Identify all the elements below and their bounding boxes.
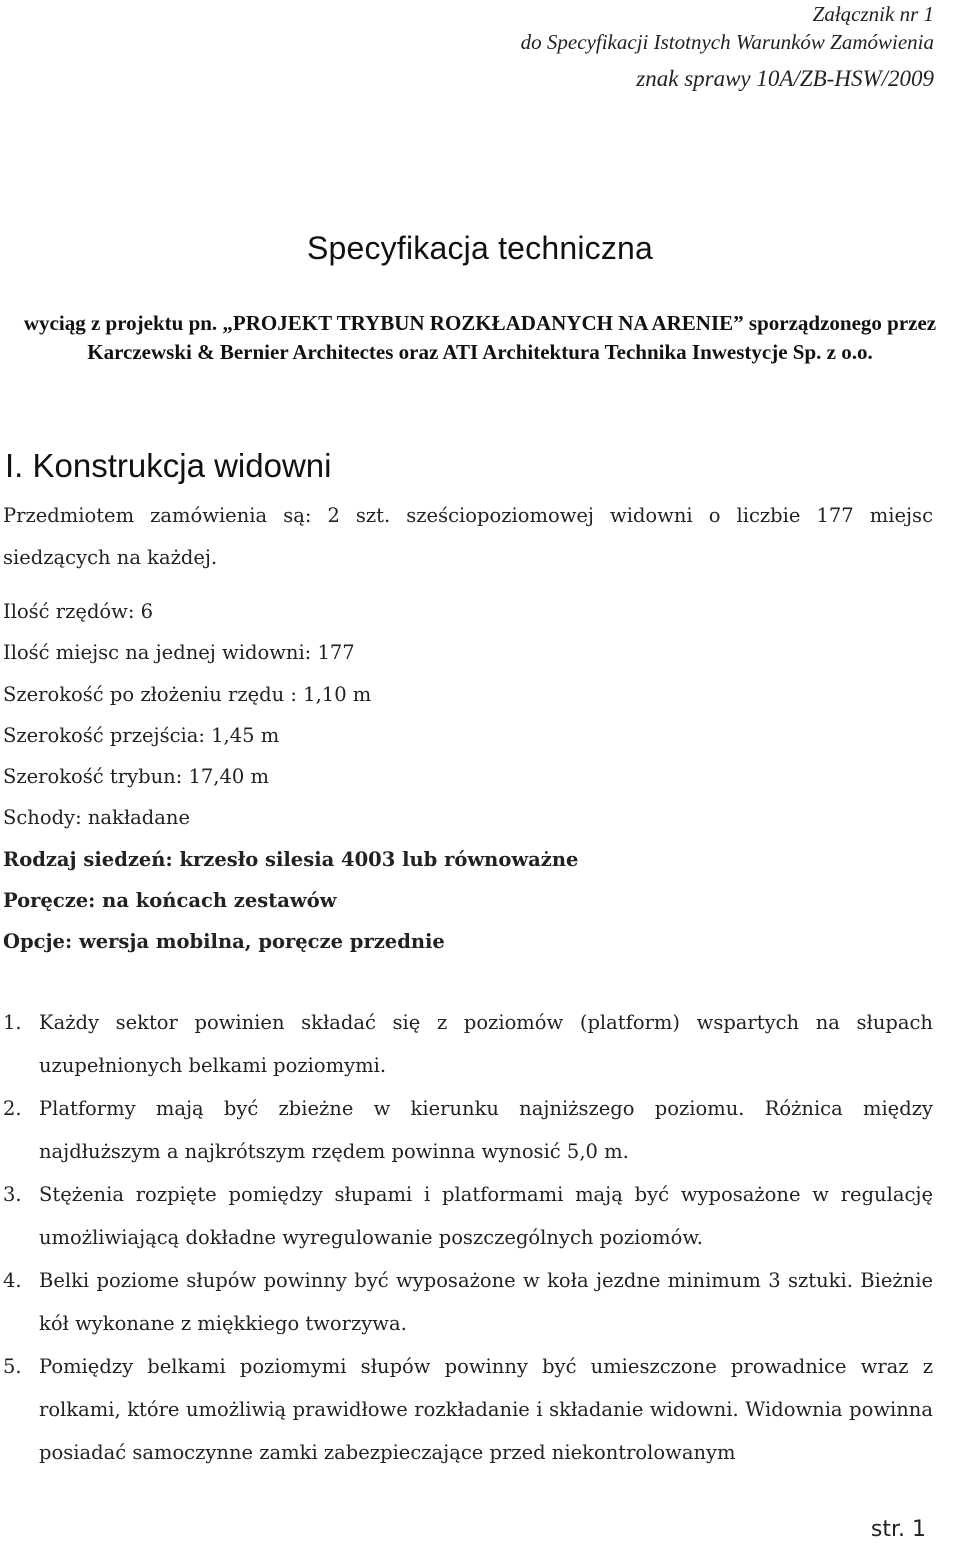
item-number: 2.: [3, 1097, 22, 1120]
item-text: Platformy mają być zbieżne w kierunku najniższego poziomu. Różnica między najdłuższym a najkrótszym rzędem powinna wynosić 5,0 m.: [39, 1097, 933, 1163]
list-item: [3, 1001, 933, 1087]
item-number: 1.: [3, 1011, 22, 1034]
item-text: Pomiędzy belkami poziomymi słupów powinny być umieszczone prowadnice wraz z rolkami, które umożliwią prawidłowe rozkładanie i składanie widowni. Widownia powinna posiadać samoczynne zamki zabezpieczające przed niekontrolowanym: [39, 1355, 933, 1464]
spec-seat-type: Rodzaj siedzeń: krzesło silesia 4003 lub równoważne: [3, 847, 579, 871]
annex-note: [521, 0, 934, 56]
spec-stand-width: Szerokość trybun: 17,40 m: [3, 765, 269, 789]
requirements-list: [3, 1001, 933, 1474]
item-text: Każdy sektor powinien składać się z poziomów (platform) wspartych na słupach uzupełnionych belkami poziomymi.: [39, 1011, 933, 1077]
item-number: 3.: [3, 1183, 22, 1206]
item-text: Stężenia rozpięte pomiędzy słupami i platformami mają być wyposażone w regulację umożliwiającą dokładne wyregulowanie poszczególnych poziomów.: [39, 1183, 933, 1249]
spec-aisle-width: Szerokość przejścia: 1,45 m: [3, 723, 280, 747]
section-intro: Przedmiotem zamówienia są: 2 szt. sześciopoziomowej widowni o liczbie 177 miejsc siedzących na każdej.: [3, 504, 933, 569]
extract-line-1: wyciąg z projektu pn. „PROJEKT TRYBUN ROZKŁADANYCH NA ARENIE” sporządzonego przez: [23, 311, 937, 335]
case-reference: znak sprawy 10A/ZB-HSW/2009: [636, 66, 934, 91]
spec-options: Opcje: wersja mobilna, poręcze przednie: [3, 930, 445, 954]
list-item: [3, 1259, 933, 1345]
section-heading: I. Konstrukcja widowni: [5, 447, 332, 484]
annex-subtitle: do Specyfikacji Istotnych Warunków Zamówienia: [520, 30, 934, 54]
project-extract: [0, 309, 960, 367]
spec-folded-width: Szerokość po złożeniu rzędu : 1,10 m: [3, 682, 372, 706]
extract-line-2: Karczewski & Bernier Architectes oraz ATI Architektura Technika Inwestycje Sp. z o.o.: [87, 340, 873, 364]
item-text: Belki poziome słupów powinny być wyposażone w koła jezdne minimum 3 sztuki. Bieżnie kół wykonane z miękkiego tworzywa.: [39, 1269, 933, 1335]
spec-list: [3, 591, 903, 963]
spec-rows: Ilość rzędów: 6: [3, 600, 154, 623]
list-item: [3, 1345, 933, 1474]
document-title: Specyfikacja techniczna: [306, 230, 654, 266]
annex-title: Załącznik nr 1: [812, 2, 934, 26]
spec-railings: Poręcze: na końcach zestawów: [3, 889, 337, 913]
spec-stairs: Schody: nakładane: [3, 806, 191, 830]
list-item: [3, 1173, 933, 1259]
spec-seats: Ilość miejsc na jednej widowni: 177: [3, 641, 355, 665]
item-number: 4.: [3, 1269, 22, 1292]
page-number: str. 1: [870, 1517, 926, 1542]
item-number: 5.: [3, 1355, 22, 1378]
list-item: [3, 1087, 933, 1173]
